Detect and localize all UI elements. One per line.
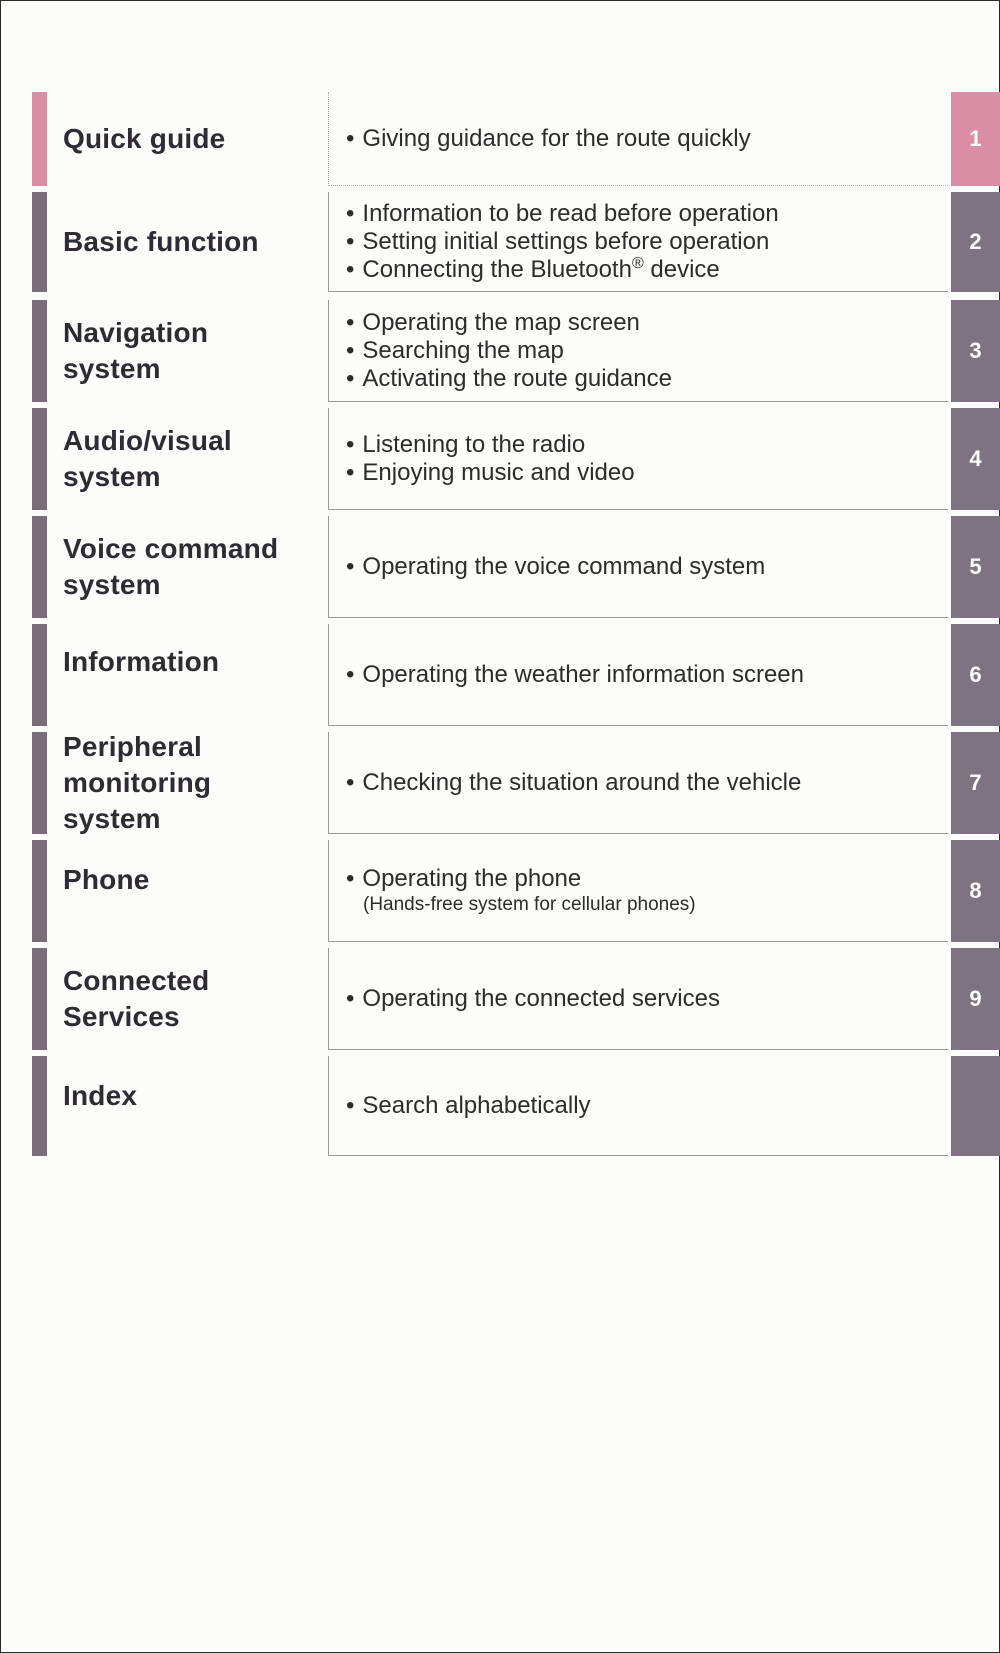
- toc-section-voice-command-system[interactable]: [0, 516, 1000, 618]
- section-title: Navigation system: [63, 317, 209, 384]
- section-contents: [328, 1056, 948, 1156]
- section-title: Phone: [63, 864, 150, 895]
- list-item: • Connecting the Bluetooth® device: [346, 254, 720, 283]
- list-item: • Operating the connected services: [346, 984, 720, 1012]
- list-item: • Operating the phone: [346, 864, 582, 892]
- toc-section-navigation-system[interactable]: [0, 300, 1000, 402]
- list-item: • Operating the weather information screen: [346, 660, 804, 688]
- section-color-bar: [32, 840, 47, 942]
- section-contents: [328, 948, 948, 1050]
- section-color-bar: [32, 516, 47, 618]
- list-item: • Giving guidance for the route quickly: [346, 124, 751, 152]
- section-contents: [328, 516, 948, 618]
- list-item: • Checking the situation around the vehicle: [346, 768, 802, 796]
- section-contents: [328, 300, 948, 402]
- list-item: • Setting initial settings before operation: [346, 227, 770, 255]
- list-item: • Searching the map: [346, 336, 564, 364]
- section-contents: [328, 92, 948, 186]
- registered-mark: ®: [631, 254, 644, 272]
- toc-section-basic-function[interactable]: [0, 192, 1000, 292]
- list-item: • Operating the voice command system: [346, 552, 766, 580]
- section-contents: [328, 624, 948, 726]
- section-color-bar: [32, 92, 47, 186]
- section-color-bar: [32, 948, 47, 1050]
- toc-section-audio-visual-system[interactable]: [0, 408, 1000, 510]
- toc-section-index[interactable]: [0, 1056, 1000, 1156]
- section-color-bar: [32, 732, 47, 834]
- chapter-tab-1[interactable]: 1: [951, 92, 1000, 186]
- chapter-tab-9[interactable]: 9: [951, 948, 1000, 1050]
- list-item: • Enjoying music and video: [346, 458, 635, 486]
- section-title: Connected Services: [63, 965, 210, 1032]
- section-color-bar: [32, 624, 47, 726]
- section-contents: [328, 192, 948, 292]
- chapter-tab-2[interactable]: 2: [951, 192, 1000, 292]
- chapter-tab-4[interactable]: 4: [951, 408, 1000, 510]
- list-item: • Activating the route guidance: [346, 364, 672, 392]
- toc-section-connected-services[interactable]: [0, 948, 1000, 1050]
- chapter-tab-3[interactable]: 3: [951, 300, 1000, 402]
- chapter-tab-5[interactable]: 5: [951, 516, 1000, 618]
- section-color-bar: [32, 408, 47, 510]
- section-contents: [328, 840, 948, 942]
- toc-section-phone[interactable]: [0, 840, 1000, 942]
- section-title: Index: [63, 1080, 138, 1111]
- list-item: • Listening to the radio: [346, 430, 586, 458]
- section-color-bar: [32, 1056, 47, 1156]
- toc-section-information[interactable]: [0, 624, 1000, 726]
- list-item: • Information to be read before operation: [346, 199, 779, 227]
- chapter-tab-8[interactable]: 8: [951, 840, 1000, 942]
- list-item-note: (Hands-free system for cellular phones): [363, 893, 696, 915]
- toc-section-quick-guide[interactable]: [0, 92, 1000, 186]
- section-color-bar: [32, 192, 47, 292]
- toc-section-peripheral-monitoring-system[interactable]: [0, 732, 1000, 834]
- section-title: Information: [63, 646, 220, 677]
- section-title: Peripheral monitoring system: [63, 731, 212, 834]
- list-item: • Operating the map screen: [346, 308, 640, 336]
- section-color-bar: [32, 300, 47, 402]
- section-contents: [328, 408, 948, 510]
- chapter-tab-7[interactable]: 7: [951, 732, 1000, 834]
- section-title: Audio/visual system: [63, 425, 232, 492]
- chapter-tab-index[interactable]: [951, 1056, 1000, 1156]
- section-title: Quick guide: [63, 123, 226, 154]
- section-title: Basic function: [63, 226, 259, 257]
- chapter-tab-6[interactable]: 6: [951, 624, 1000, 726]
- section-title: Voice command system: [63, 533, 279, 600]
- list-item: • Search alphabetically: [346, 1091, 591, 1119]
- section-contents: [328, 732, 948, 834]
